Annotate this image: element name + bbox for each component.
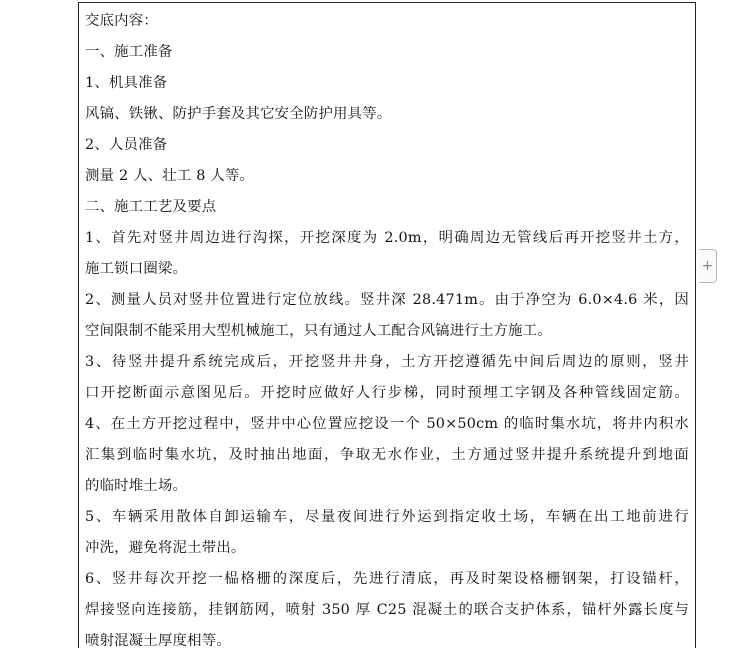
subheading-equipment: 1、机具准备 [85, 75, 168, 91]
equipment-text: 风镐、铁锹、防护手套及其它安全防护用具等。 [85, 106, 392, 122]
content-area [85, 6, 693, 648]
plus-icon: + [701, 258, 714, 274]
section-heading-preparation: 一、施工准备 [85, 44, 173, 60]
process-step-1-line-1: 1、首先对竖井周边进行沟探，开挖深度为 2.0m，明确周边无管线后再开挖竖井土方， [85, 230, 689, 246]
process-step-6-line-3: 喷射混凝土厚度相等。 [85, 633, 231, 648]
personnel-text: 测量 2 人、壮工 8 人等。 [85, 168, 255, 184]
process-step-3-line-2: 口开挖断面示意图见后。开挖时应做好人行步梯，同时预埋工字钢及各种管线固定筋。 [85, 385, 689, 401]
subheading-personnel: 2、人员准备 [85, 137, 168, 153]
process-step-5-line-1: 5、车辆采用散体自卸运输车，尽量夜间进行外运到指定收土场，车辆在出工地前进行 [85, 509, 689, 525]
process-step-6-line-2: 焊接竖向连接筋，挂钢筋网，喷射 350 厚 C25 混凝土的联合支护体系，锚杆外露长度与 [85, 602, 689, 618]
content-heading: 交底内容： [85, 13, 158, 29]
process-step-4-line-1: 4、在土方开挖过程中，竖井中心位置应挖设一个 50×50cm 的临时集水坑，将井内积水 [85, 416, 689, 432]
process-step-4-line-3: 的临时堆土场。 [85, 478, 188, 494]
process-step-5-line-2: 冲洗，避免将泥土带出。 [85, 540, 246, 556]
process-step-3-line-1: 3、待竖井提升系统完成后，开挖竖井井身，土方开挖遵循先中间后周边的原则，竖井 [85, 354, 689, 370]
process-step-4-line-2: 汇集到临时集水坑，及时抽出地面，争取无水作业，土方通过竖井提升系统提升到地面 [85, 447, 689, 463]
process-step-6-line-1: 6、竖井每次开挖一榀格栅的深度后，先进行清底，再及时架设格栅钢架，打设锚杆， [85, 571, 689, 587]
add-row-button[interactable] [699, 249, 717, 283]
process-step-1-line-2: 施工锁口圈梁。 [85, 261, 188, 277]
process-step-2-line-2: 空间限制不能采用大型机械施工，只有通过人工配合风镐进行土方施工。 [85, 323, 552, 339]
section-heading-process: 二、施工工艺及要点 [85, 199, 217, 215]
process-step-2-line-1: 2、测量人员对竖井位置进行定位放线。竖井深 28.471m。由于净空为 6.0×4.6 米，因 [85, 292, 689, 308]
